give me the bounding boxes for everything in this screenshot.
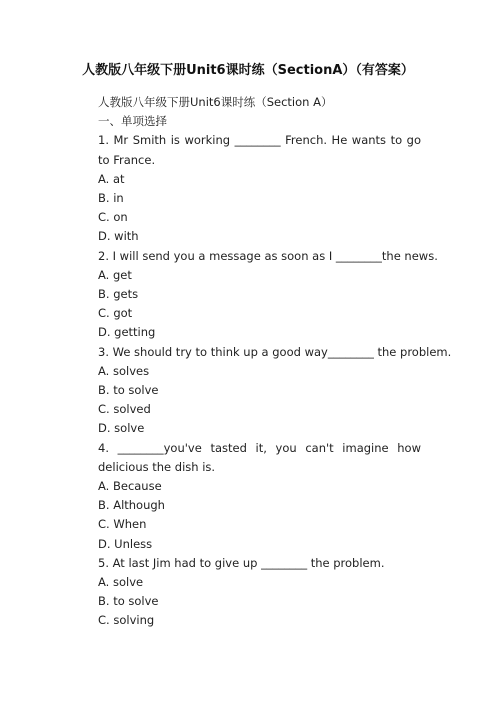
question-1-option-c: C. on [98, 210, 128, 225]
question-5-option-b: B. to solve [98, 594, 159, 609]
question-1-option-d: D. with [98, 229, 139, 244]
question-3-option-b: B. to solve [98, 383, 159, 398]
document-body [75, 93, 452, 631]
question-2-option-c: C. got [98, 306, 133, 321]
question-2-option-d: D. getting [98, 325, 156, 340]
question-5-option-c: C. solving [98, 613, 155, 628]
question-1-option-b: B. in [98, 191, 124, 206]
question-4-option-b: B. Although [98, 498, 165, 513]
question-5-option-a: A. solve [98, 575, 144, 590]
question-4-option-c: C. When [98, 517, 147, 532]
question-1-option-a: A. at [98, 171, 125, 186]
question-1-stem: 1. Mr Smith is working ________ French. He wants to go to France. [98, 133, 421, 167]
question-4-stem: 4. ________you've tasted it, you can't imagine how delicious the dish is. [98, 440, 421, 474]
question-2-option-a: A. get [98, 267, 132, 282]
question-4-option-d: D. Unless [98, 536, 153, 551]
question-2-stem: 2. I will send you a message as soon as I ________the news. [98, 248, 438, 263]
section-heading: 一、单项选择 [98, 114, 167, 129]
question-5-stem: 5. At last Jim had to give up ________ the problem. [98, 555, 385, 570]
question-2-option-b: B. gets [98, 287, 139, 302]
question-3-option-c: C. solved [98, 402, 151, 417]
question-3-option-a: A. solves [98, 363, 150, 378]
document-subtitle: 人教版八年级下册Unit6课时练（Section A） [98, 95, 333, 109]
question-3-stem: 3. We should try to think up a good way________ the problem. [98, 344, 452, 359]
document-title: 人教版八年级下册Unit6课时练（SectionA）（有答案） [82, 63, 414, 78]
question-3-option-d: D. solve [98, 421, 145, 436]
question-4-option-a: A. Because [98, 479, 162, 494]
